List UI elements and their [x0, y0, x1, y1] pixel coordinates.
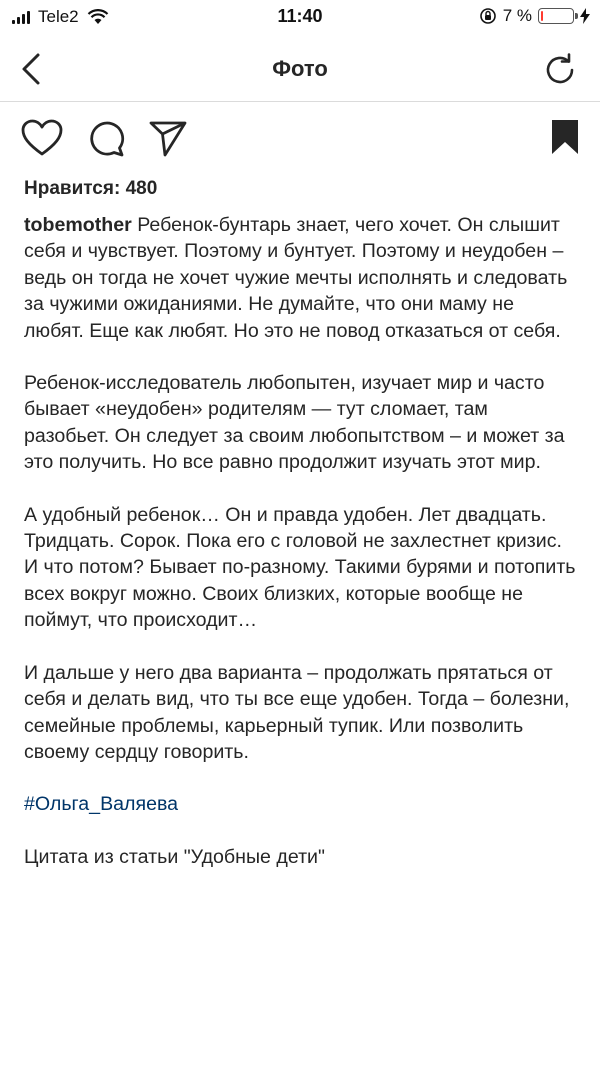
battery-fill: [541, 11, 543, 21]
send-icon: [148, 118, 188, 158]
carrier-name: Tele2: [38, 7, 79, 26]
caption-text-1: Ребенок-бунтарь знает, чего хочет. Он слышит себя и чувствует. Поэтому и бунтует. Поэтому и неудобен – ведь он тогда не хочет чужие мечты исполнять и следовать за чужими ожиданиями. Не думайте, что они маму не любят. Еще как любят. Но это не повод отказаться от себя.: [24, 214, 568, 342]
post-actions: [0, 118, 600, 162]
comment-button[interactable]: [86, 118, 128, 165]
orientation-lock-icon: [479, 7, 497, 25]
comment-icon: [86, 118, 128, 160]
chevron-left-icon: [16, 50, 50, 88]
navigation-bar: [0, 36, 600, 102]
hashtag-link[interactable]: #Ольга_Валяева: [24, 793, 179, 816]
post-caption: [24, 212, 576, 896]
refresh-icon: [540, 50, 580, 90]
battery-icon: [538, 8, 574, 24]
share-button[interactable]: [148, 118, 188, 163]
heart-icon: [20, 118, 64, 158]
caption-paragraph-2: Ребенок-исследователь любопытен, изучает мир и часто бывает «неудобен» родителям — тут сломает, там разобьет. Он следует за своим любопытством – и может за это получить. Но все равно продолжит изучать этот мир.: [24, 372, 565, 474]
status-right: [479, 6, 590, 26]
back-button[interactable]: [16, 50, 50, 88]
bookmark-icon: [550, 118, 580, 156]
battery-percent: 7 %: [502, 6, 532, 25]
like-button[interactable]: [20, 118, 64, 163]
quote-source: Цитата из статьи "Удобные дети": [24, 845, 325, 868]
refresh-button[interactable]: [540, 50, 580, 90]
caption-paragraph-4: И дальше у него два варианта – продолжать прятаться от себя и делать вид, что ты все еще удобен. Тогда – болезни, семейные проблемы, карьерный тупик. Или позволить своему сердцу говорить.: [24, 661, 570, 763]
status-bar: [0, 0, 600, 36]
username-link[interactable]: tobemother: [24, 214, 132, 236]
likes-label: Нравится: 480: [24, 178, 158, 199]
likes-count[interactable]: [24, 178, 157, 200]
bookmark-button[interactable]: [550, 118, 580, 161]
page-title: Фото: [272, 56, 328, 81]
caption-paragraph-1: [24, 212, 576, 344]
charging-icon: [580, 8, 590, 24]
caption-paragraph-3: А удобный ребенок… Он и правда удобен. Лет двадцать. Тридцать. Сорок. Пока его с головой не захлестнет кризис. И что потом? Бывает по-разному. Такими бурями и потопить всех вокруг можно. Своих близких, которые вообще не поймут, что происходит…: [24, 503, 576, 632]
status-time: 11:40: [277, 6, 323, 26]
